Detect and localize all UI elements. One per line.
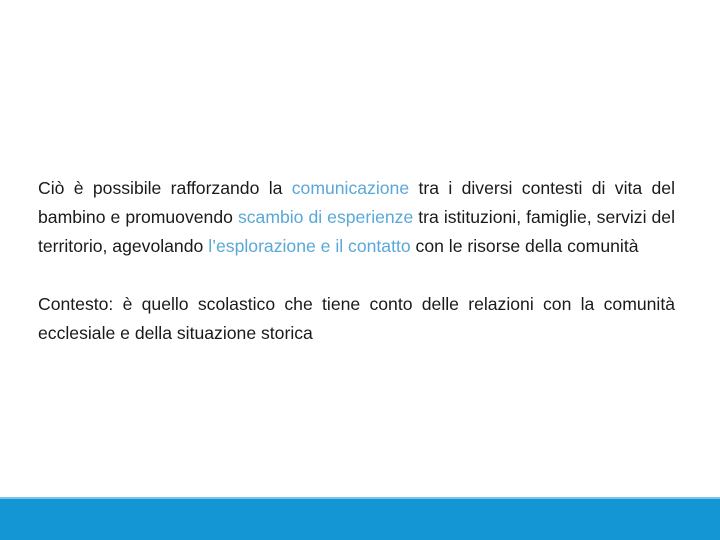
paragraph-communication [38, 174, 675, 261]
paragraph-text: con le risorse della comunità [410, 236, 639, 256]
footer-bar [0, 499, 720, 540]
highlight-scambio-esperienze: scambio di esperienze [237, 207, 414, 227]
highlight-comunicazione: comunicazione [291, 178, 410, 198]
highlight-esplorazione-contatto: l’esplorazione e il contatto [208, 236, 411, 256]
paragraph-contesto [38, 290, 675, 348]
paragraph-text: tra i diversi contesti di vita del bambino e promuovendo [38, 178, 675, 227]
paragraph-text: Contesto: è quello scolastico che tiene conto delle relazioni con la comunità ecclesiale e della situazione storica [38, 294, 675, 343]
paragraph-text: tra istituzioni, famiglie, servizi del territorio, agevolando [38, 207, 675, 256]
paragraph-text: Ciò è possibile rafforzando la [38, 178, 292, 198]
slide-body [38, 174, 675, 348]
